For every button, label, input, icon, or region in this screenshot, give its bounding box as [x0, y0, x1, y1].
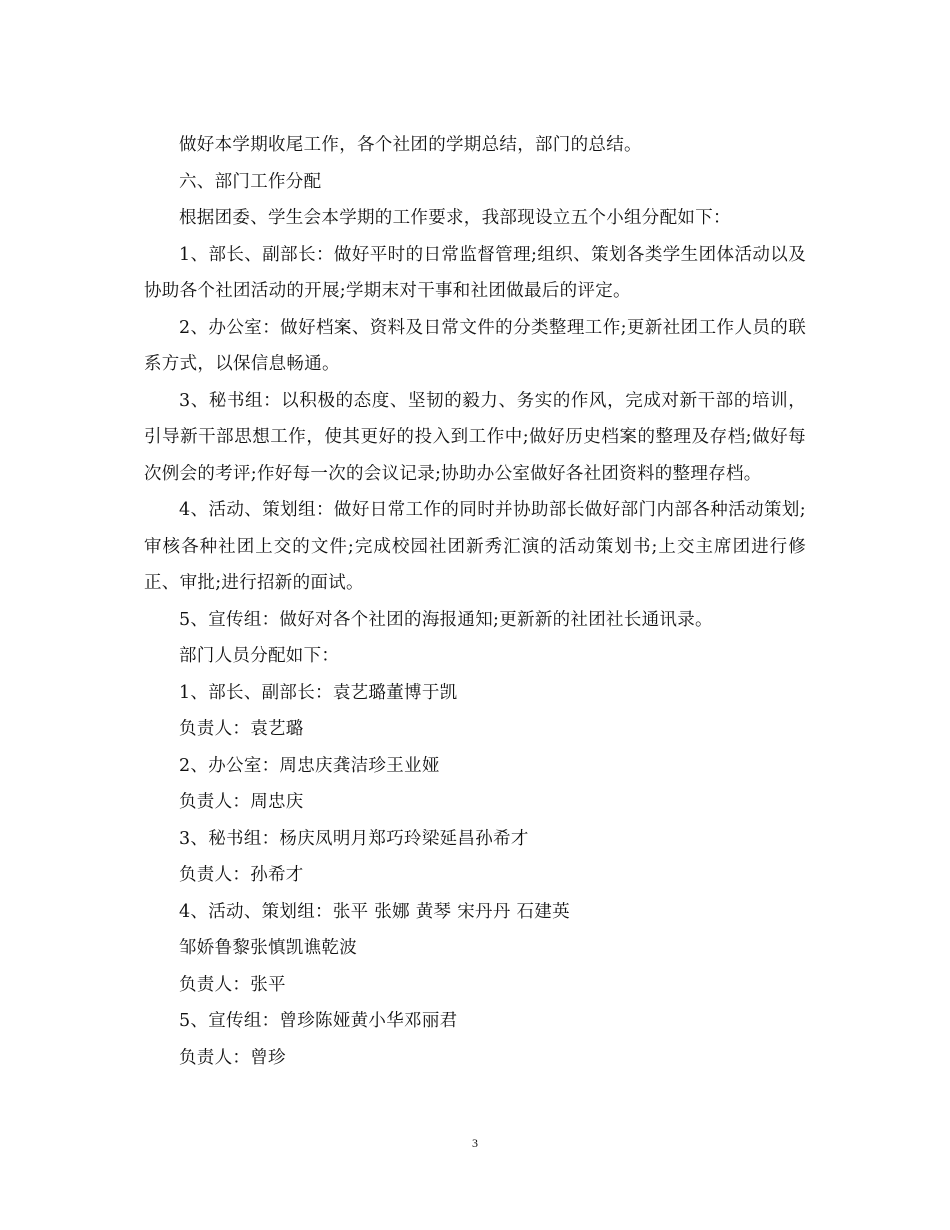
paragraph-staff-intro: 部门人员分配如下：: [179, 646, 340, 666]
paragraph-intro-groups: 根据团委、学生会本学期的工作要求，我部现设立五个小组分配如下：: [179, 208, 731, 228]
section-heading-work-allocation: 六、部门工作分配: [179, 171, 322, 192]
paragraph-group-5-duties: 5、宣传组：做好对各个社团的海报通知;更新新的社团社长通讯录。: [179, 609, 713, 630]
paragraph-group-2-duties: 2、办公室：做好档案、资料及日常文件的分类整理工作;更新社团工作人员的联系方式，以保信息畅通。: [144, 317, 806, 374]
document-body: [144, 127, 806, 1076]
staff-group-3-members: 3、秘书组：杨庆凤明月郑巧玲梁延昌孙希才: [179, 828, 529, 849]
staff-group-5-lead: 负责人：曾珍: [179, 1047, 286, 1068]
page-number: 3: [472, 1136, 478, 1150]
paragraph-group-1-duties: 1、部长、副部长：做好平时的日常监督管理;组织、策划各类学生团体活动以及协助各个社团活动的开展;学期末对干事和社团做最后的评定。: [144, 244, 806, 301]
paragraph-semester-wrapup: 做好本学期收尾工作，各个社团的学期总结，部门的总结。: [179, 135, 642, 155]
staff-group-4-lead: 负责人：张平: [179, 974, 286, 995]
staff-group-1-members: 1、部长、副部长：袁艺璐董博于凯: [179, 682, 458, 703]
staff-group-5-members: 5、宣传组：曾珍陈娅黄小华邓丽君: [179, 1011, 458, 1031]
staff-group-2-lead: 负责人：周忠庆: [179, 792, 304, 812]
staff-group-4-members: 4、活动、策划组：张平 张娜 黄琴 宋丹丹 石建英: [179, 901, 570, 922]
staff-group-1-lead: 负责人：袁艺璐: [179, 719, 304, 739]
staff-group-3-lead: 负责人：孙希才: [179, 865, 304, 885]
staff-group-4-members-continued: 邹娇鲁黎张慎凯谯乾波: [179, 938, 357, 958]
staff-group-2-members: 2、办公室：周忠庆龚洁珍王业娅: [179, 755, 440, 776]
paragraph-group-4-duties: 4、活动、策划组：做好日常工作的同时并协助部长做好部门内部各种活动策划;审核各种社团上交的文件;完成校园社团新秀汇演的活动策划书;上交主席团进行修正、审批;进行招新的面试。: [144, 500, 806, 593]
paragraph-group-3-duties: 3、秘书组：以积极的态度、坚韧的毅力、务实的作风，完成对新干部的培训，引导新干部思想工作，使其更好的投入到工作中;做好历史档案的整理及存档;做好每次例会的考评;作好每一次的会议记录;协助办公室做好各社团资料的整理存档。: [144, 390, 806, 484]
